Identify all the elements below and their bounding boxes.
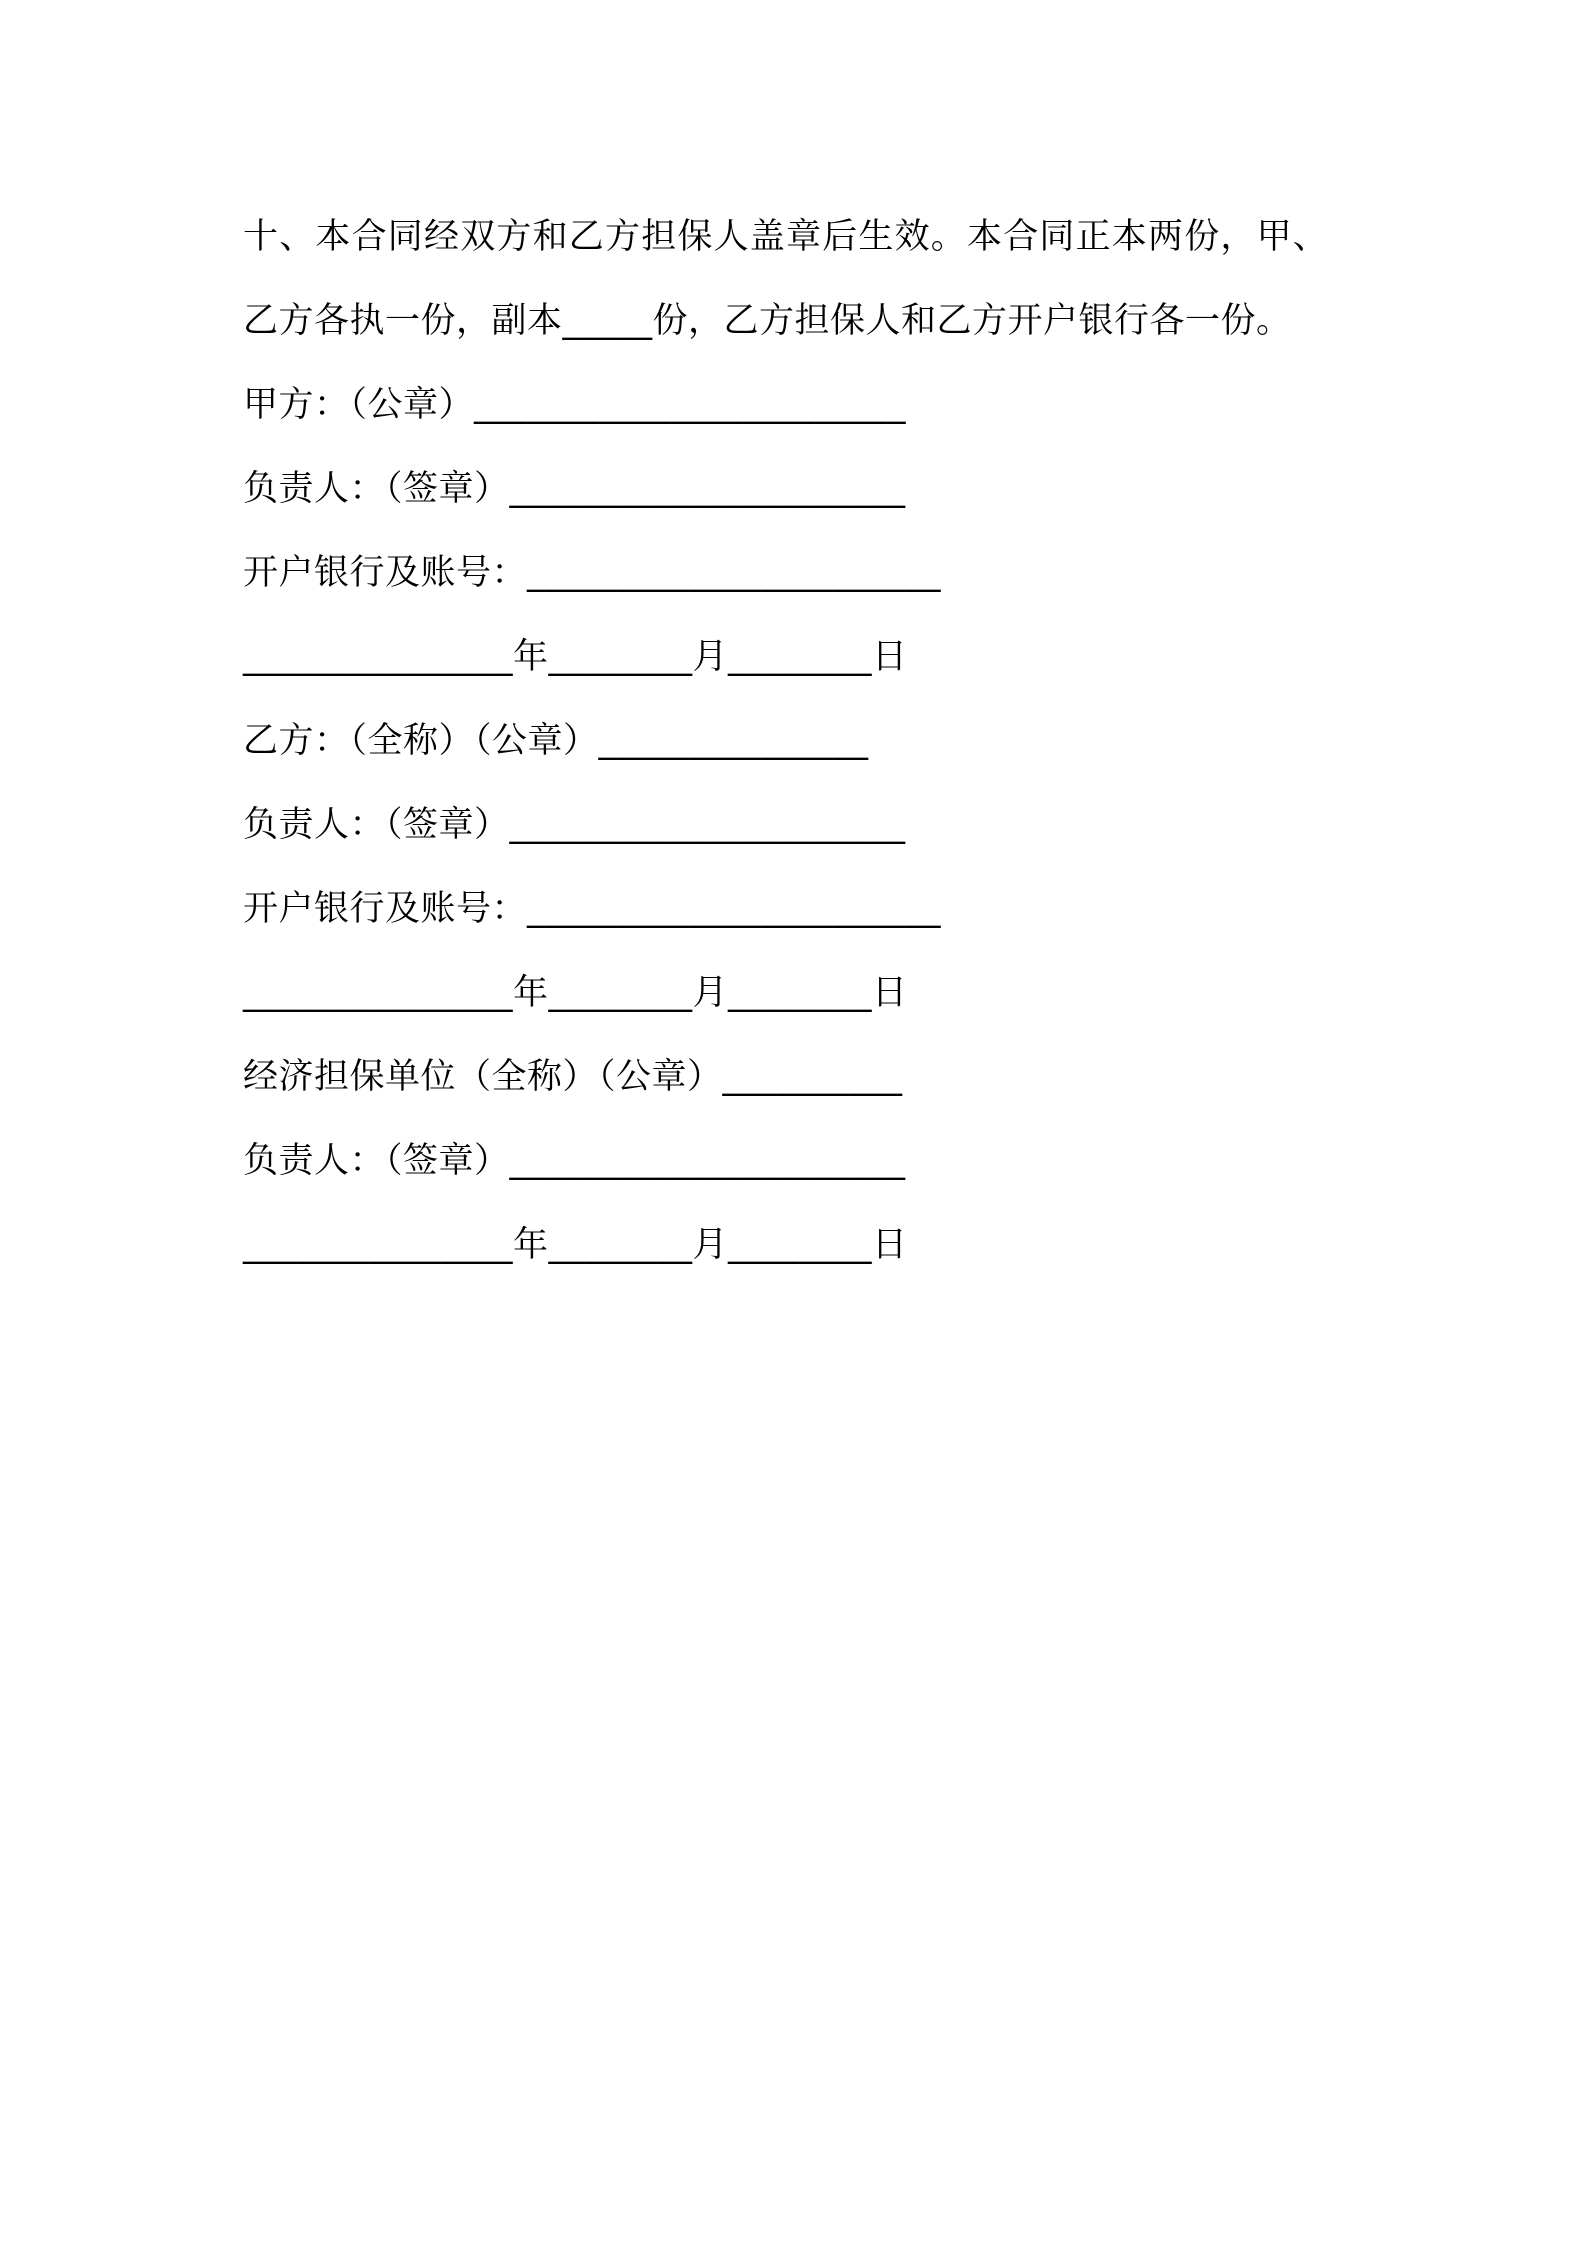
party-b-signatory-line: 负责人：（签章）______________________: [243, 805, 906, 845]
party-a-signatory-line: 负责人：（签章）______________________: [243, 469, 906, 509]
guarantor-signatory-line: 负责人：（签章）______________________: [243, 1141, 906, 1181]
party-b-bank-line: 开户银行及账号：_______________________: [243, 889, 942, 929]
clause-10-line-1: 十、本合同经双方和乙方担保人盖章后生效。本合同正本两份，甲、: [243, 217, 1330, 257]
contract-signature-section: [243, 195, 1353, 1287]
party-b-date-line: _______________年________月________日: [243, 973, 908, 1013]
party-b-seal-line: 乙方：（全称）（公章）_______________: [243, 721, 869, 761]
guarantor-seal-line: 经济担保单位（全称）（公章）__________: [243, 1057, 903, 1097]
party-a-seal-line: 甲方：（公章）________________________: [243, 385, 907, 425]
party-a-date-line: _______________年________月________日: [243, 637, 908, 677]
guarantor-date-line: _______________年________月________日: [243, 1225, 908, 1265]
party-a-bank-line: 开户银行及账号：_______________________: [243, 553, 942, 593]
clause-10-line-2: 乙方各执一份，副本_____份，乙方担保人和乙方开户银行各一份。: [243, 301, 1292, 341]
